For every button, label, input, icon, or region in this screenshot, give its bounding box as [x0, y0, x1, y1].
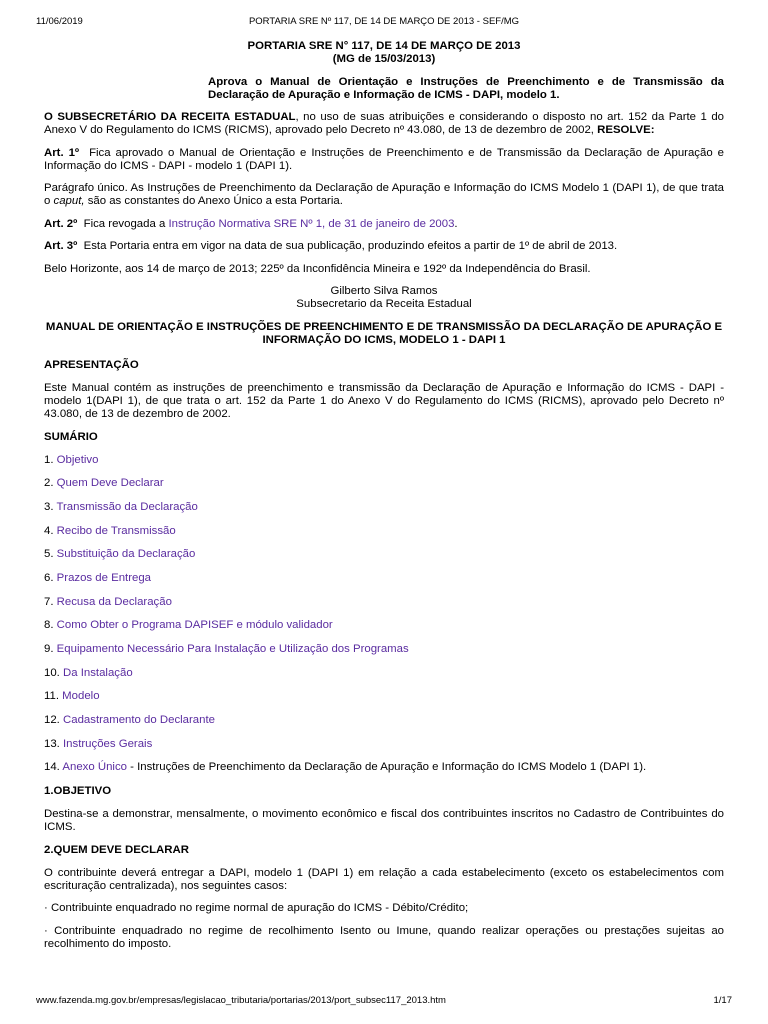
sumario-num: 9.: [44, 643, 54, 655]
signature-block: [44, 285, 724, 311]
sumario-link-equipamento[interactable]: Equipamento Necessário Para Instalação e Utilização dos Programas: [56, 643, 409, 655]
sumario-link-objetivo[interactable]: Objetivo: [56, 453, 99, 466]
sumario-item-14-suffix: - Instruções de Preenchimento da Declaração de Apuração e Informação do ICMS Modelo 1 (DAPI 1).: [126, 761, 647, 774]
sumario-link-substituicao[interactable]: Substituição da Declaração: [56, 548, 196, 561]
quem-item-1: · Contribuinte enquadrado no regime normal de apuração do ICMS - Débito/Crédito;: [44, 902, 469, 915]
objetivo-heading: 1.OBJETIVO: [44, 785, 112, 798]
sumario-item-6: [44, 572, 724, 585]
sumario-num: 10.: [44, 666, 60, 679]
article-3-label: Art. 3º: [44, 240, 78, 252]
sumario-link-recibo[interactable]: Recibo de Transmissão: [56, 524, 176, 537]
source-url: www.fazenda.mg.gov.br/empresas/legislacao_tributaria/portarias/2013/port_subsec117_2013.htm: [36, 994, 446, 1006]
paragrafo-text-a: Parágrafo único. As Instruções de Preenchimento da Declaração de Apuração e Informação do ICMS Modelo 1 (DAPI 1), de que trata o: [44, 182, 724, 207]
sumario-item-14: [44, 761, 724, 774]
document-title-block: [44, 40, 724, 66]
sumario-num: 12.: [44, 714, 60, 727]
print-title: PORTARIA SRE Nº 117, DE 14 DE MARÇO DE 2013 - SEF/MG: [248, 15, 520, 27]
preamble-resolve: RESOLVE:: [597, 124, 655, 136]
preamble-text: , no uso de suas atribuições e considerando o disposto no art. 152 da Parte 1 do Anexo V do Regulamento do ICMS (RICMS), aprovado pelo Decreto nº 43.080, de 13 de dezembro de 2002,: [44, 111, 725, 136]
article-1: [44, 147, 724, 173]
document-title: PORTARIA SRE N° 117, DE 14 DE MARÇO DE 2013: [247, 40, 521, 52]
print-footer: [36, 993, 732, 1007]
objetivo-text: Destina-se a demonstrar, mensalmente, o movimento econômico e fiscal dos contribuintes inscritos no Cadastro de Contribuintes do ICMS.: [44, 808, 724, 834]
preamble: [44, 111, 724, 137]
article-2: [44, 218, 724, 231]
sumario-num: 7.: [44, 595, 54, 608]
article-2-text: Fica revogada a: [83, 217, 169, 230]
quem-item-2: · Contribuinte enquadrado no regime de recolhimento Isento ou Imune, quando realizar operações ou prestações sujeitas ao recolhimento do imposto.: [44, 924, 724, 950]
sumario-link-recusa[interactable]: Recusa da Declaração: [56, 595, 172, 608]
paragrafo-text-b: são as constantes do Anexo Único a esta Portaria.: [84, 195, 343, 207]
sumario-item-3: [44, 501, 724, 514]
page-number: 1/17: [713, 994, 732, 1006]
article-2-end: .: [454, 217, 458, 230]
ementa: Aprova o Manual de Orientação e Instruções de Preenchimento e de Transmissão da Declaração de Apuração e Informação de ICMS - DAPI, modelo 1.: [208, 76, 724, 101]
sumario-item-7: [44, 596, 724, 609]
sumario-list: [44, 454, 724, 775]
instrucao-normativa-link[interactable]: Instrução Normativa SRE Nº 1, de 31 de janeiro de 2003: [168, 217, 455, 230]
sumario-num: 2.: [44, 477, 54, 490]
sumario-num: 14.: [44, 761, 60, 774]
sumario-num: 11.: [44, 690, 59, 703]
sumario-link-quem-deve-declarar[interactable]: Quem Deve Declarar: [56, 477, 164, 490]
paragrafo-caput: caput,: [53, 195, 85, 207]
sumario-item-9: [44, 643, 724, 656]
print-date: 11/06/2019: [36, 15, 83, 27]
sumario-link-instalacao[interactable]: Da Instalação: [63, 666, 133, 679]
sumario-item-5: [44, 548, 724, 561]
sumario-num: 3.: [44, 500, 54, 513]
signer-role: Subsecretario da Receita Estadual: [296, 298, 472, 310]
sumario-item-4: [44, 525, 724, 538]
preamble-lead: O SUBSECRETÁRIO DA RECEITA ESTADUAL: [44, 111, 296, 123]
sumario-num: 5.: [44, 548, 54, 561]
document-body: [44, 40, 724, 960]
sumario-num: 4.: [44, 524, 54, 537]
sumario-num: 6.: [44, 571, 54, 584]
document-subtitle: (MG de 15/03/2013): [332, 53, 436, 65]
apresentacao-text: Este Manual contém as instruções de preenchimento e transmissão da Declaração de Apuração e Informação do ICMS - DAPI - modelo 1(DAPI 1), de que trata o art. 152 da Parte 1 do Anexo V do Regulamento do ICMS (RICMS), aprovado pelo Decreto nº 43.080, de 13 de dezembro de 2002.: [44, 382, 724, 420]
apresentacao-heading: APRESENTAÇÃO: [44, 359, 139, 371]
sumario-num: 8.: [44, 619, 54, 632]
sumario-num: 13.: [44, 737, 60, 750]
sumario-item-13: [44, 738, 724, 751]
sumario-link-dapisef[interactable]: Como Obter o Programa DAPISEF e módulo validador: [56, 619, 333, 632]
sumario-link-anexo-unico[interactable]: Anexo Único: [62, 761, 127, 774]
print-header: [36, 14, 732, 28]
paragrafo-unico: [44, 182, 724, 208]
signer-name: Gilberto Silva Ramos: [330, 285, 438, 297]
sumario-item-12: [44, 714, 724, 727]
sumario-item-8: [44, 619, 724, 632]
closing-line: Belo Horizonte, aos 14 de março de 2013; 225º da Inconfidência Mineira e 192º da Independência do Brasil.: [44, 262, 591, 275]
article-2-label: Art. 2º: [44, 217, 78, 230]
sumario-link-transmissao[interactable]: Transmissão da Declaração: [56, 500, 198, 513]
article-3: [44, 240, 724, 253]
sumario-link-instrucoes-gerais[interactable]: Instruções Gerais: [63, 737, 153, 750]
sumario-num: 1.: [44, 453, 54, 466]
manual-title: MANUAL DE ORIENTAÇÃO E INSTRUÇÕES DE PREENCHIMENTO E DE TRANSMISSÃO DA DECLARAÇÃO DE APURAÇÃO E INFORMAÇÃO DO ICMS, MODELO 1 - DAPI 1: [45, 321, 723, 346]
sumario-item-10: [44, 667, 724, 680]
article-3-text: Esta Portaria entra em vigor na data de sua publicação, produzindo efeitos a partir de 1º de abril de 2013.: [83, 240, 618, 252]
sumario-item-2: [44, 477, 724, 490]
sumario-link-prazos[interactable]: Prazos de Entrega: [56, 571, 152, 584]
sumario-item-1: [44, 454, 724, 467]
article-1-label: Art. 1º: [44, 146, 80, 159]
quem-deve-declarar-text: O contribuinte deverá entregar a DAPI, modelo 1 (DAPI 1) em relação a cada estabelecimento (exceto os estabelecimentos com escrituração centralizada), nos seguintes casos:: [44, 866, 724, 892]
quem-deve-declarar-heading: 2.QUEM DEVE DECLARAR: [44, 843, 189, 856]
article-1-text: Fica aprovado o Manual de Orientação e Instruções de Preenchimento e de Transmissão da Declaração de Apuração e Informação do ICMS - DAPI - modelo 1 (DAPI 1).: [44, 146, 724, 172]
sumario-link-cadastramento[interactable]: Cadastramento do Declarante: [63, 714, 215, 727]
sumario-link-modelo[interactable]: Modelo: [62, 690, 100, 703]
sumario-heading: SUMÁRIO: [44, 430, 98, 443]
sumario-item-11: [44, 690, 724, 703]
